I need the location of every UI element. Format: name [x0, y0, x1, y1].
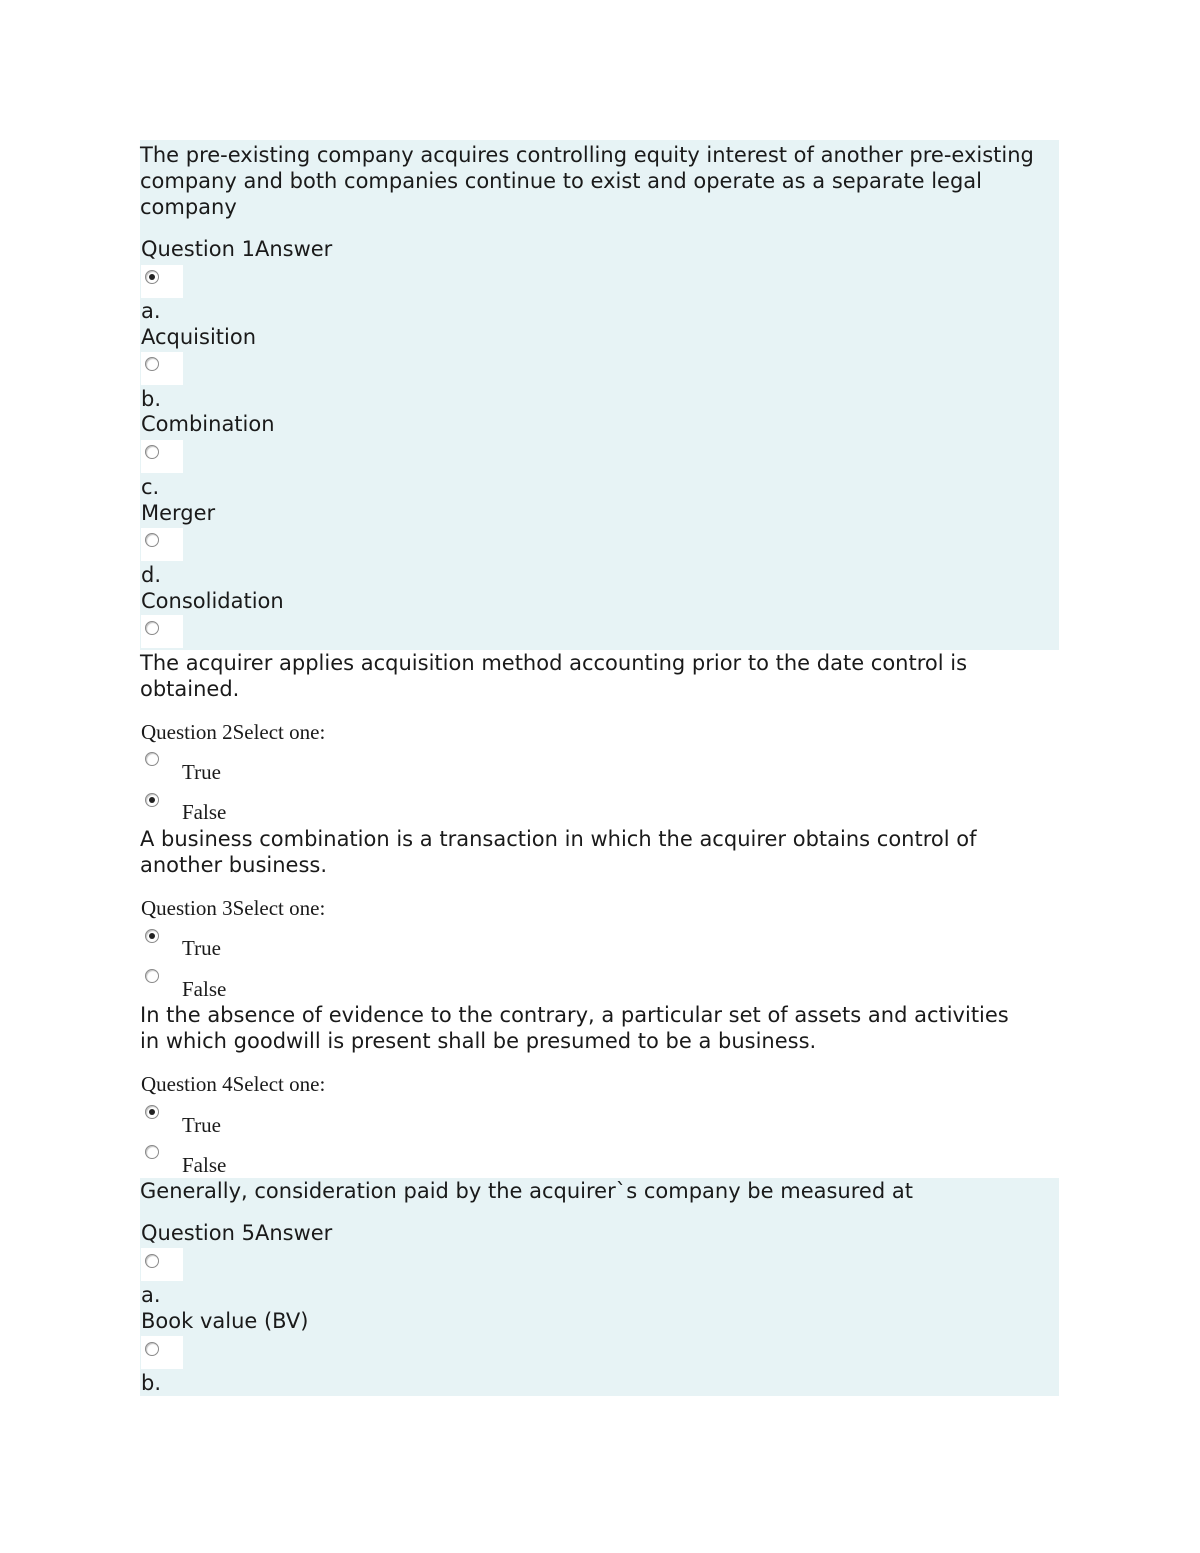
radio-option-d[interactable] — [145, 533, 159, 547]
q2-false-label: False — [182, 800, 227, 824]
radio-q2-false[interactable] — [145, 793, 159, 807]
option-b-text: Combination — [141, 412, 275, 436]
option-a-text: Acquisition — [141, 325, 257, 349]
question-4-text: In the absence of evidence to the contrary, a particular set of assets and activities in which goodwill is present shall be presumed to be a business. — [140, 1003, 1009, 1053]
option-b-letter: b. — [141, 387, 162, 411]
option-c-letter: c. — [141, 475, 160, 499]
radio-q3-true[interactable] — [145, 929, 159, 943]
question-5-header: Question 5Answer — [141, 1221, 333, 1245]
option-a-letter: a. — [141, 299, 161, 323]
option-d-letter: d. — [141, 563, 162, 587]
question-4-header: Question 4Select one: — [141, 1072, 326, 1096]
q5-option-b-letter: b. — [141, 1371, 162, 1395]
question-5-text: Generally, consideration paid by the acquirer`s company be measured at — [140, 1179, 913, 1203]
radio-q4-false[interactable] — [145, 1145, 159, 1159]
question-5-panel — [140, 1178, 1059, 1396]
radio-option-a[interactable] — [145, 270, 159, 284]
radio-option-extra[interactable] — [145, 621, 159, 635]
q3-false-label: False — [182, 977, 227, 1001]
question-2-text: The acquirer applies acquisition method accounting prior to the date control is obtained. — [140, 651, 968, 701]
option-c-text: Merger — [141, 501, 216, 525]
q4-false-label: False — [182, 1153, 227, 1177]
question-3-header: Question 3Select one: — [141, 896, 326, 920]
q3-true-label: True — [182, 936, 221, 960]
q2-true-label: True — [182, 760, 221, 784]
option-d-text: Consolidation — [141, 589, 284, 613]
radio-q4-true[interactable] — [145, 1105, 159, 1119]
q5-option-a-letter: a. — [141, 1283, 161, 1307]
radio-q5-option-a[interactable] — [145, 1254, 159, 1268]
question-2-header: Question 2Select one: — [141, 720, 326, 744]
radio-option-c[interactable] — [145, 445, 159, 459]
radio-option-b[interactable] — [145, 357, 159, 371]
question-3-text: A business combination is a transaction in which the acquirer obtains control of another business. — [140, 827, 977, 877]
radio-q3-false[interactable] — [145, 969, 159, 983]
question-1-text: The pre-existing company acquires controlling equity interest of another pre-existing company and both companies continue to exist and operate as a separate legal company — [140, 143, 1034, 219]
q4-true-label: True — [182, 1113, 221, 1137]
radio-q2-true[interactable] — [145, 752, 159, 766]
q5-option-a-text: Book value (BV) — [141, 1309, 309, 1333]
question-1-header: Question 1Answer — [141, 237, 333, 261]
radio-q5-option-b[interactable] — [145, 1342, 159, 1356]
